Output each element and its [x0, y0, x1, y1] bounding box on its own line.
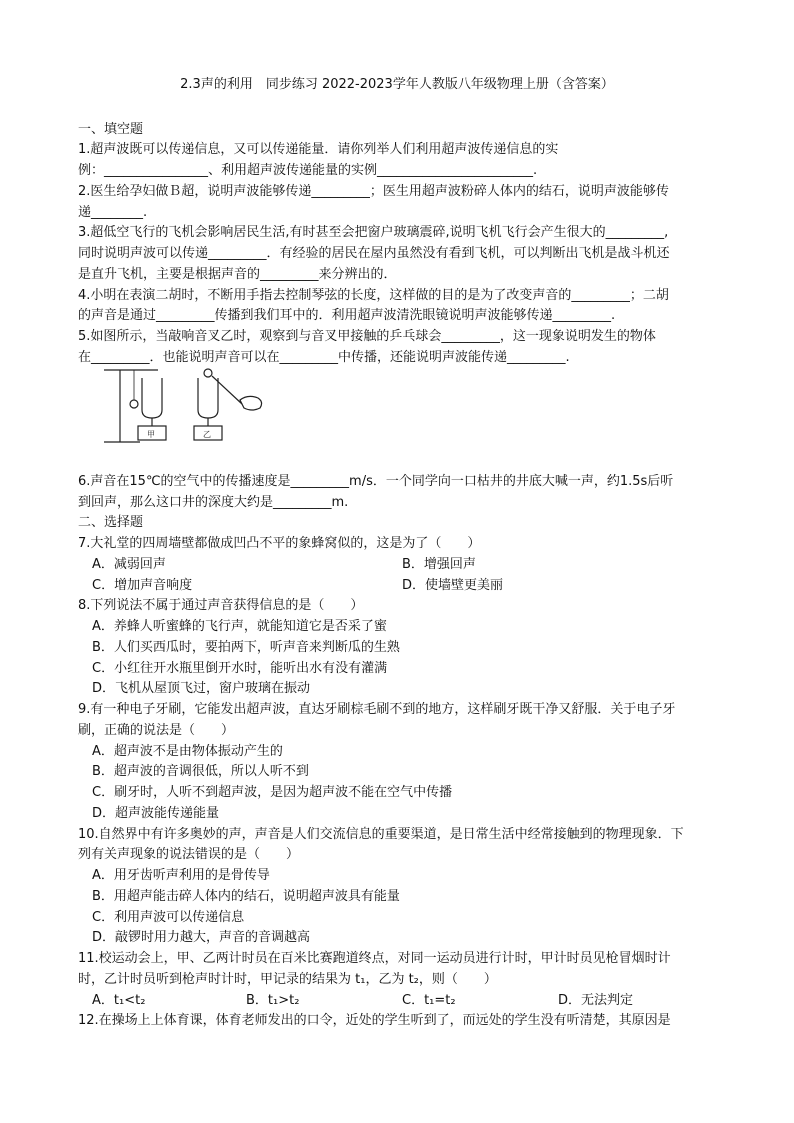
section-heading-fill-blank: 一、填空题 — [78, 122, 144, 137]
question-8-option-b: B．人们买西瓜时，要拍两下，听声音来判断瓜的生熟 — [92, 640, 400, 655]
question-9-option-d: D．超声波能传递能量 — [92, 806, 220, 821]
hammer-handle — [212, 376, 242, 404]
question-9-stem-line-1: 9.有一种电子牙刷，它能发出超声波，直达牙刷棕毛刷不到的地方，这样刷牙既干净又舒服．关于电子牙 — [78, 702, 676, 717]
question-8-option-d: D．飞机从屋顶飞过，窗户玻璃在振动 — [92, 681, 311, 696]
question-9-option-b: B．超声波的音调很低，所以人听不到 — [92, 764, 309, 779]
question-4-line-2: 的声音是通过_________传播到我们耳中的．利用超声波清洗眼镜说明声波能够传递_________. — [78, 308, 616, 323]
question-8-option-a: A．养蜂人听蜜蜂的飞行声，就能知道它是否采了蜜 — [92, 619, 387, 634]
question-8-stem: 8.下列说法不属于通过声音获得信息的是（ ） — [78, 598, 364, 613]
question-1-line-1: 1.超声波既可以传递信息，又可以传递能量．请你列举人们利用超声波传递信息的实 — [78, 142, 559, 157]
question-10-stem-line-2: 列有关声现象的说法错误的是（ ） — [78, 847, 300, 862]
question-11-stem-line-2: 时，乙计时员听到枪声时计时，甲记录的结果为 t₁，乙为 t₂，则（ ） — [78, 972, 497, 987]
label-jia: 甲 — [147, 430, 155, 439]
question-3-line-3: 是直升飞机，主要是根据声音的_________来分辨出的． — [78, 267, 397, 282]
page-title: 2.3声的利用 同步练习 2022-2023学年人教版八年级物理上册（含答案） — [180, 77, 614, 92]
question-11-option-c: C．t₁=t₂ — [402, 993, 456, 1008]
question-10-option-b: B．用超声能击碎人体内的结石，说明超声波具有能量 — [92, 889, 400, 904]
question-7-option-c: C．增加声音响度 — [92, 578, 193, 593]
question-9-option-c: C．刷牙时，人听不到超声波，是因为超声波不能在空气中传播 — [92, 785, 453, 800]
question-7-option-a: A．减弱回声 — [92, 557, 166, 572]
question-4-line-1: 4.小明在表演二胡时，不断用手指去控制琴弦的长度，这样做的目的是为了改变声音的_________；二胡 — [78, 288, 669, 303]
question-3-line-2: 同时说明声波可以传递_________．有经验的居民在屋内虽然没有看到飞机，可以判断出飞机是战斗机还 — [78, 246, 670, 261]
question-10-option-a: A．用牙齿听声利用的是骨传导 — [92, 868, 270, 883]
question-7-option-b: B．增强回声 — [402, 557, 476, 572]
question-8-option-c: C．小红往开水瓶里倒开水时，能听出水有没有灌满 — [92, 661, 388, 676]
fork-jia — [142, 378, 162, 418]
question-2-line-2: 递________. — [78, 205, 148, 220]
question-11-stem-line-1: 11.校运动会上，甲、乙两计时员在百米比赛跑道终点，对同一运动员进行计时，甲计时员见枪冒烟时计 — [78, 951, 671, 966]
question-2-line-1: 2.医生给孕妇做Ｂ超，说明声波能够传递_________；医生用超声波粉碎人体内的结石，说明声波能够传 — [78, 184, 669, 199]
question-7-option-d: D．使墙壁更美丽 — [402, 578, 504, 593]
section-heading-choice: 二、选择题 — [78, 515, 144, 530]
question-3-line-1: 3.超低空飞行的飞机会影响居民生活,有时甚至会把窗户玻璃震碎,说明飞机飞行会产生很大的_________, — [78, 225, 669, 240]
question-12-stem: 12.在操场上上体育课，体育老师发出的口令，近处的学生听到了，而远处的学生没有听清楚，其原因是 — [78, 1013, 671, 1028]
hammer-head — [204, 369, 212, 377]
question-6-line-2: 到回声，那么这口井的深度大约是_________m. — [78, 495, 349, 510]
question-7-stem: 7.大礼堂的四周墙壁都做成凹凸不平的象蜂窝似的，这是为了（ ） — [78, 536, 481, 551]
question-11-option-b: B．t₁>t₂ — [246, 993, 300, 1008]
question-5-line-1: 5.如图所示，当敲响音叉乙时，观察到与音叉甲接触的乒乓球会_________，这一现象说明发生的物体 — [78, 329, 656, 344]
question-10-option-c: C．利用声波可以传递信息 — [92, 910, 245, 925]
ping-pong-ball — [130, 400, 138, 408]
question-11-option-a: A．t₁<t₂ — [92, 993, 146, 1008]
question-10-stem-line-1: 10.自然界中有许多奥妙的声，声音是人们交流信息的重要渠道，是日常生活中经常接触到的物理现象．下 — [78, 827, 684, 842]
question-10-option-d: D．敲锣时用力越大，声音的音调越高 — [92, 930, 311, 945]
question-9-stem-line-2: 刷，正确的说法是（ ） — [78, 723, 235, 738]
question-5-line-2: 在_________．也能说明声音可以在_________中传播，还能说明声波能传递_________. — [78, 350, 570, 365]
hand — [240, 396, 262, 410]
question-6-line-1: 6.声音在15℃的空气中的传播速度是_________m/s．一个同学向一口枯井的井底大喊一声，约1.5s后听 — [78, 474, 674, 489]
question-9-option-a: A．超声波不是由物体振动产生的 — [92, 744, 283, 759]
tuning-fork-figure — [100, 366, 270, 446]
label-yi: 乙 — [203, 430, 211, 439]
fork-yi — [198, 378, 218, 418]
question-1-line-2: 例：________________、利用超声波传递能量的实例________________________. — [78, 163, 538, 178]
question-11-option-d: D．无法判定 — [558, 993, 634, 1008]
